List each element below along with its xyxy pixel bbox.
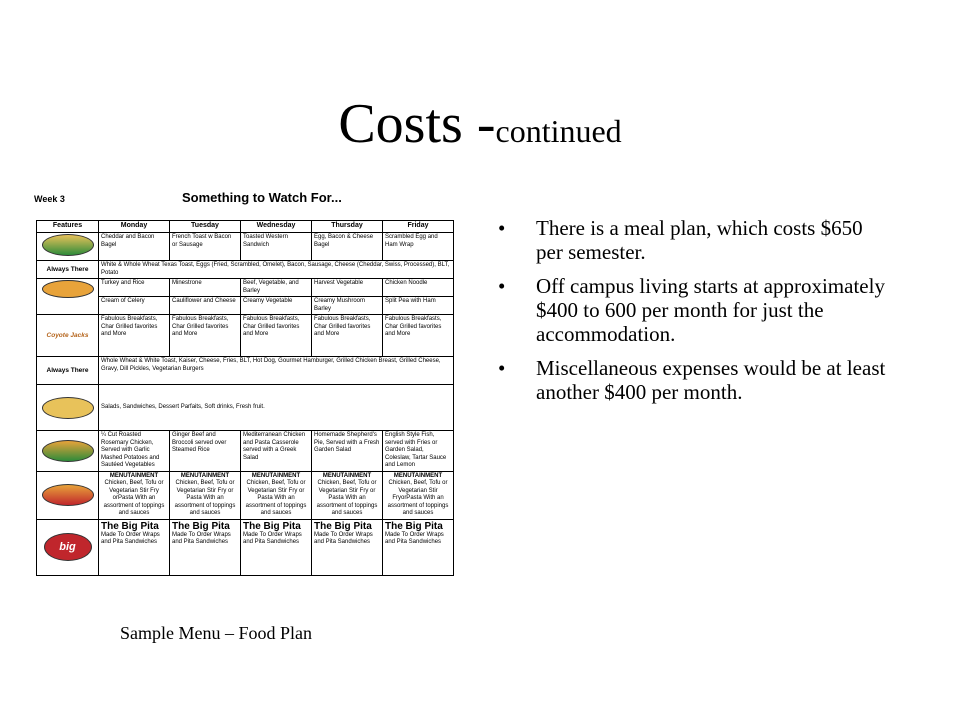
menu-row-entree [37, 431, 454, 472]
menu-row-coyote [37, 315, 454, 357]
menu-cell: Fabulous Breakfasts, Char Grilled favorites and More [99, 315, 170, 357]
menu-cell: ¼ Cut Roasted Rosemary Chicken, Served with Garlic Mashed Potatoes and Sautéed Vegetables [99, 431, 170, 472]
menu-cell: Mediterranean Chicken and Pasta Casserole served with a Greek Salad [241, 431, 312, 472]
menu-row-soup-a [37, 279, 454, 297]
coyote-jacks-logo [37, 315, 99, 357]
menu-cell: Creamy Vegetable [241, 297, 312, 315]
menu-cell: Ginger Beef and Broccoli served over Steamed Rice [170, 431, 241, 472]
title-main: Costs - [338, 93, 496, 155]
sample-menu [34, 190, 454, 588]
menutainment-title: MENUTAINMENT [109, 472, 159, 479]
menu-cell [241, 471, 312, 519]
always-there-text: White & Whole Wheat Texas Toast, Eggs (Fried, Scrambled, Omelet), Bacon, Sausage, Cheese (Cheddar, Swiss, Processed), BLT, Potato [99, 261, 454, 279]
header-tuesday: Tuesday [170, 221, 241, 233]
menutainment-logo-cell [37, 471, 99, 519]
deli-logo-icon [42, 397, 94, 419]
menutainment-title: MENUTAINMENT [393, 472, 443, 479]
menu-cell: Fabulous Breakfasts, Char Grilled favorites and More [241, 315, 312, 357]
bullet-item [498, 216, 888, 264]
menu-cell [312, 471, 383, 519]
bullet-text: Miscellaneous expenses would be at least another $400 per month. [536, 356, 886, 404]
menu-table [36, 220, 454, 576]
breakfast-logo-cell [37, 233, 99, 261]
menu-cell: English Style Fish, served with Fries or Garden Salad, Coleslaw, Tartar Sauce and Lemon [383, 431, 454, 472]
bigpita-title: The Big Pita [314, 520, 372, 532]
menutainment-desc: Chicken, Beef, Tofu or Vegetarian Stir Fry or Pasta With an assortment of toppings and sauces [245, 480, 307, 516]
menu-row-always-breakfast [37, 261, 454, 279]
menu-cell: Fabulous Breakfasts, Char Grilled favorites and More [312, 315, 383, 357]
menutainment-desc: Chicken, Beef, Tofu or Vegetarian Stir Fry or Pasta With an assortment of toppings and sauces [316, 480, 378, 516]
menutainment-title: MENUTAINMENT [180, 472, 230, 479]
menutainment-desc: Chicken, Beef, Tofu or Vegetarian Stir Fry orPasta With an assortment of toppings and sauces [103, 480, 165, 516]
bigpita-desc: Made To Order Wraps and Pita Sandwiches [385, 531, 444, 545]
menu-cell [170, 471, 241, 519]
deli-text: Salads, Sandwiches, Dessert Parfaits, Soft drinks, Fresh fruit. [99, 385, 454, 431]
bigpita-logo-icon: big [44, 533, 92, 561]
always-there-text: Whole Wheat & White Toast, Kaiser, Cheese, Fries, BLT, Hot Dog, Gourmet Hamburger, Grilled Chicken Breast, Grilled Cheese, Gravy, Dill Pickles, Vegetarian Burgers [99, 357, 454, 385]
bigpita-desc: Made To Order Wraps and Pita Sandwiches [101, 531, 160, 545]
bigpita-desc: Made To Order Wraps and Pita Sandwiches [314, 531, 373, 545]
menu-cell: Cream of Celery [99, 297, 170, 315]
menutainment-desc: Chicken, Beef, Tofu or Vegetarian Stir FryorPasta With an assortment of toppings and sauces [387, 480, 449, 516]
menu-cell: Harvest Vegetable [312, 279, 383, 297]
menu-row-always-grill [37, 357, 454, 385]
header-friday: Friday [383, 221, 454, 233]
bigpita-desc: Made To Order Wraps and Pita Sandwiches [243, 531, 302, 545]
menu-cell [312, 519, 383, 575]
menutainment-logo-icon [42, 484, 94, 506]
menu-row-soup-b [37, 297, 454, 315]
menu-title: Something to Watch For... [182, 190, 342, 205]
menu-cell: Scrambled Egg and Ham Wrap [383, 233, 454, 261]
menu-cell: Egg, Bacon & Cheese Bagel [312, 233, 383, 261]
menu-caption: Sample Menu – Food Plan [120, 623, 312, 643]
soup-logo-cell [37, 279, 99, 315]
header-features: Features [37, 221, 99, 233]
deli-logo-cell [37, 385, 99, 431]
cost-bullet-list [498, 216, 888, 414]
entree-logo-icon [42, 440, 94, 462]
menu-row-menutainment [37, 471, 454, 519]
menutainment-title: MENUTAINMENT [251, 472, 301, 479]
menu-cell: Fabulous Breakfasts, Char Grilled favorites and More [383, 315, 454, 357]
menu-cell [170, 519, 241, 575]
bigpita-title: The Big Pita [172, 520, 230, 532]
title-sub: continued [495, 113, 622, 149]
menu-cell: Chicken Noodle [383, 279, 454, 297]
bullet-dot-icon: • [498, 356, 506, 380]
bigpita-logo-cell [37, 519, 99, 575]
menu-cell [99, 471, 170, 519]
menu-header-row [37, 221, 454, 233]
bigpita-title: The Big Pita [101, 520, 159, 532]
bullet-dot-icon: • [498, 216, 506, 240]
header-monday: Monday [99, 221, 170, 233]
bullet-text: Off campus living starts at approximately $400 to 600 per month for just the accommodation. [536, 274, 885, 346]
menu-cell [241, 519, 312, 575]
always-there-label: Always There [37, 357, 99, 385]
bullet-item [498, 356, 888, 404]
menu-row-deli [37, 385, 454, 431]
menu-cell: French Toast w Bacon or Sausage [170, 233, 241, 261]
menu-row-bigpita [37, 519, 454, 575]
breakfast-logo-icon [42, 234, 94, 256]
menu-cell [99, 519, 170, 575]
menu-cell: Minestrone [170, 279, 241, 297]
bullet-item [498, 274, 888, 346]
always-there-label: Always There [37, 261, 99, 279]
soup-logo-icon [42, 280, 94, 298]
menu-cell: Turkey and Rice [99, 279, 170, 297]
menu-cell: Homemade Shepherd's Pie, Served with a Fresh Garden Salad [312, 431, 383, 472]
menu-row-breakfast [37, 233, 454, 261]
menu-cell: Cauliflower and Cheese [170, 297, 241, 315]
bigpita-title: The Big Pita [385, 520, 443, 532]
menutainment-desc: Chicken, Beef, Tofu or Vegetarian Stir Fry or Pasta With an assortment of toppings and sauces [174, 480, 236, 516]
slide-title [0, 92, 960, 163]
menutainment-title: MENUTAINMENT [322, 472, 372, 479]
menu-week-label: Week 3 [34, 194, 65, 204]
menu-cell [383, 519, 454, 575]
menu-cell: Split Pea with Ham [383, 297, 454, 315]
menu-cell: Beef, Vegetable, and Barley [241, 279, 312, 297]
entree-logo-cell [37, 431, 99, 472]
bullet-dot-icon: • [498, 274, 506, 298]
header-wednesday: Wednesday [241, 221, 312, 233]
menu-cell: Toasted Western Sandwich [241, 233, 312, 261]
menu-cell: Cheddar and Bacon Bagel [99, 233, 170, 261]
bigpita-desc: Made To Order Wraps and Pita Sandwiches [172, 531, 231, 545]
header-thursday: Thursday [312, 221, 383, 233]
bullet-text: There is a meal plan, which costs $650 per semester. [536, 216, 863, 264]
menu-cell: Fabulous Breakfasts, Char Grilled favorites and More [170, 315, 241, 357]
menu-cell [383, 471, 454, 519]
menu-cell: Creamy Mushroom Barley [312, 297, 383, 315]
coyote-jacks-label: Coyote Jacks [46, 331, 89, 339]
bigpita-title: The Big Pita [243, 520, 301, 532]
